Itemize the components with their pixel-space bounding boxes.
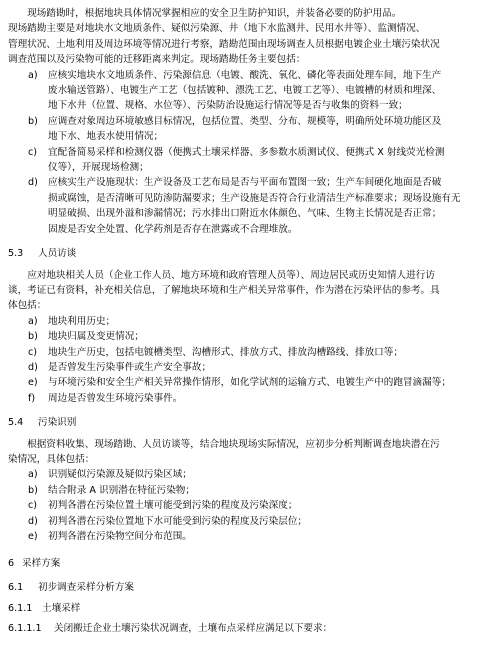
text-line: 损或腐蚀，是否清晰可见防渗防漏要求；生产设施是否符合行业清洁生产标准要求；现场设施有无 (48, 192, 461, 204)
section-5-4-paragraph (8, 437, 477, 468)
list-marker: a) (28, 315, 38, 327)
section-heading-6 (8, 556, 477, 571)
section-title: 污染识别 (38, 417, 77, 429)
list-item-text: 地块生产历史，包括电镀槽类型、沟槽形式、排放方式、排放沟槽路线、排放口等； (48, 346, 403, 358)
list-item-text: 与环境污染和安全生产相关异常操作情形，如化学试剂的运输方式、电镀生产中的跑冒滴漏等； (48, 377, 451, 389)
text-line: 谈，考证已有资料，补充相关信息，了解地块环境和生产相关异常事件，作为潜在污染评估的参考。具 (8, 284, 440, 296)
list-marker: b) (28, 115, 38, 127)
list-item (8, 145, 477, 176)
list-marker: d) (28, 515, 38, 527)
text-line: 宜配备简易采样和检测仪器（便携式土壤采样器、多参数水质测试仪、便携式 X 射线荧光检测 (48, 146, 445, 158)
list-item (8, 375, 477, 390)
text-line: 体包括： (8, 300, 47, 312)
list-item (8, 68, 477, 114)
list-item-text: 初判各潜在污染位置地下水可能受到污染的程度及污染层位； (48, 515, 308, 527)
section-title: 土壤采样 (42, 603, 81, 615)
list-item (8, 345, 477, 360)
section-number: 6.1 (8, 581, 24, 593)
section-heading-5-4 (8, 415, 477, 430)
clause-6-1-1-1 (8, 621, 477, 636)
section-title: 采样方案 (22, 558, 61, 570)
text-line: 仪等），开展现场检测； (48, 162, 149, 174)
section-number: 6 (8, 558, 15, 570)
text-line: 地下水、地表水使用情况； (48, 131, 164, 143)
text-line: 管理状况、土地利用及周边环境等情况进行考察，踏勘范围由现场调查人员根据电镀企业土壤污染状况 (8, 38, 440, 50)
list-item (8, 360, 477, 375)
list-item (8, 329, 477, 344)
section-title: 初步调查采样分析方案 (38, 581, 134, 593)
list-item (8, 391, 477, 406)
list-marker: d) (28, 361, 38, 373)
section-number: 6.1.1.1 (8, 622, 42, 634)
list-marker: d) (28, 177, 38, 189)
list-marker: b) (28, 331, 38, 343)
list-marker: f) (28, 392, 36, 404)
text-line: 现场踏勘时，根据地块具体情况掌握相应的安全卫生防护知识，并装备必要的防护用品。 (27, 8, 402, 19)
list-item-text: 地块利用历史； (48, 315, 116, 327)
site-survey-task-list (8, 68, 477, 237)
list-marker: e) (28, 531, 38, 542)
section-5-3-paragraph (8, 268, 477, 314)
text-line: 明显破损、出现外溢和渗漏情况；污水排出口附近水体颜色、气味、生物主长情况是否正常； (48, 208, 442, 220)
list-item-text: 初判各潜在污染位置土壤可能受到污染的程度及污染深度； (48, 500, 298, 512)
clause-text: 关闭搬迁企业土壤污染状况调查，土壤布点采样应满足以下要求： (54, 622, 333, 634)
section-title: 人员访谈 (38, 248, 77, 260)
text-line: 应对地块相关人员（企业工作人员、地方环境和政府管理人员等）、周边居民或历史知情人进行访 (27, 269, 435, 281)
section-number: 5.4 (8, 417, 24, 429)
list-marker: b) (28, 484, 38, 496)
list-item-text: 是否曾发生污染事件或生产安全事故； (48, 361, 212, 373)
text-line: 根据资料收集、现场踏勘、人员访谈等，结合地块现场实际情况，应初步分析判断调查地块潜在污 (27, 438, 440, 450)
list-item (8, 529, 477, 544)
list-item (8, 483, 477, 498)
section-heading-6-1-1 (8, 601, 477, 616)
text-line: 染情况，具体包括： (8, 453, 95, 465)
pollution-identification-list (8, 467, 477, 544)
list-marker: e) (28, 377, 38, 389)
list-item (8, 467, 477, 482)
list-marker: a) (28, 69, 38, 81)
list-marker: c) (28, 500, 38, 512)
list-marker: c) (28, 346, 38, 358)
text-line: 固废是否安全处置、化学药剂是否存在泄露或不合理堆放。 (48, 223, 298, 235)
list-item-text: 结合附录 A 识别潜在特征污染物； (48, 484, 195, 496)
text-line: 现场踏勘主要是对地块水文地质条件、疑似污染源、井（地下水监测井、民用水井等）、监测情况、 (8, 23, 426, 35)
intro-paragraph (8, 6, 477, 68)
text-line: 地下水井（位置、规格、水位等）、污染防治设施运行情况等是否与收集的资料一致； (48, 100, 408, 112)
list-item (8, 175, 477, 237)
intro-section (8, 6, 477, 237)
list-item (8, 314, 477, 329)
list-item-text: 周边是否曾发生环境污染事件。 (48, 392, 183, 404)
list-marker: c) (28, 146, 38, 158)
list-item (8, 498, 477, 513)
text-line: 废水输送管路）、电镀生产工艺（包括镀种、漂洗工艺、电镀工艺等）、电镀槽的材质和埋深、 (48, 85, 442, 97)
list-item (8, 514, 477, 529)
list-item-text: 识别疑似污染源及疑似污染区域； (48, 469, 192, 481)
list-item (8, 114, 477, 145)
section-number: 5.3 (8, 248, 24, 260)
text-line: 应核实生产设施现状：生产设备及工艺布局是否与平面布置图一致；生产车间硬化地面是否破 (48, 177, 442, 189)
text-line: 应调查对象周边环境敏感目标情况，包括位置、类型、分布、规模等，明确所处环境功能区及 (48, 115, 442, 127)
interview-content-list (8, 314, 477, 406)
list-item-text: 地块归属及变更情况； (48, 331, 144, 343)
text-line: 调查范围以及污染物可能的迁移距离来判定。现场踏勘任务主要包括： (8, 54, 306, 66)
list-item-text: 初判各潜在污染物空间分布范围。 (48, 531, 192, 542)
section-number: 6.1.1 (8, 603, 33, 615)
section-heading-6-1 (8, 580, 477, 595)
section-heading-5-3 (8, 246, 477, 261)
text-line: 应核实地块水文地质条件、污染源信息（电镀、酸洗、氧化、磷化等表面处理车间，地下生产 (48, 69, 442, 81)
list-marker: a) (28, 469, 38, 481)
